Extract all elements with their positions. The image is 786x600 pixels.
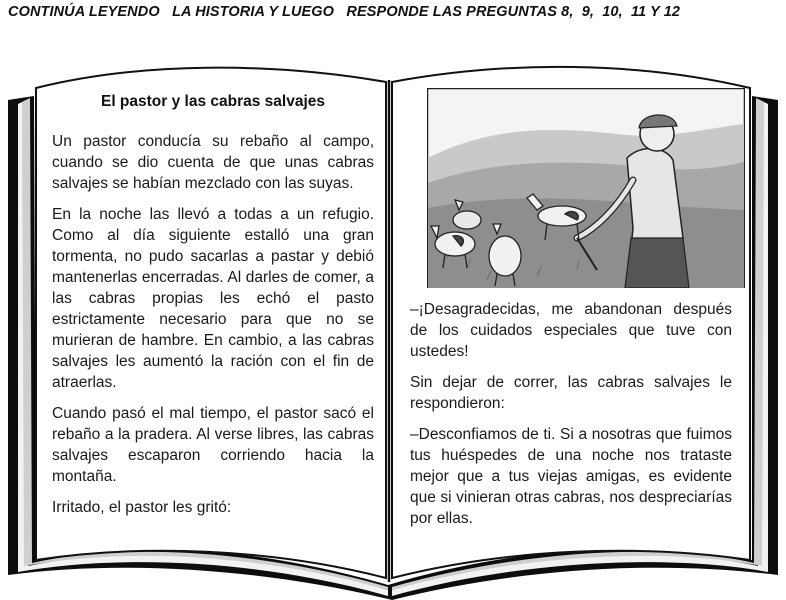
left-paragraph: En la noche las llevó a todas a un refugio. Como al día siguiente estalló una gran tormenta, no pudo sacarlas a pastar y debió mantenerlas encerradas. Al darles de comer, a las cabras propias les echó el pasto estrictamente necesario para que no se murieran de hambre. En cambio, a las cabras salvajes les aumentó la ración con el fin de atraerlas. [52,206,374,391]
right-paragraph: –Desconfiamos de ti. Si a nosotras que fuimos tus huéspedes de una noche nos trataste mejor que a tus viejas amigas, es evidente que si vinieran otras cabras, nos despreciarías por ellas. [410,426,732,527]
instruction-heading: CONTINÚA LEYENDO LA HISTORIA Y LUEGO RESPONDE LAS PREGUNTAS 8, 9, 10, 11 Y 12 [8,4,681,20]
left-page-text [52,131,374,528]
left-paragraph: Cuando pasó el mal tiempo, el pastor sacó el rebaño a la pradera. Al verse libres, las cabras salvajes escaparon corriendo hacia la montaña. [52,405,374,485]
story-title: El pastor y las cabras salvajes [100,93,326,110]
left-paragraph: Irritado, el pastor les gritó: [52,499,232,516]
right-paragraph: –¡Desagradecidas, me abandonan después de los cuidados especiales que tuve con ustedes! [410,301,732,360]
right-page-text [410,299,732,539]
left-paragraph: Un pastor conducía su rebaño al campo, cuando se dio cuenta de que unas cabras salvajes se habían mezclado con las suyas. [52,133,374,192]
right-paragraph: Sin dejar de correr, las cabras salvajes le respondieron: [410,374,732,412]
shepherd-with-goats-illustration [427,88,745,288]
